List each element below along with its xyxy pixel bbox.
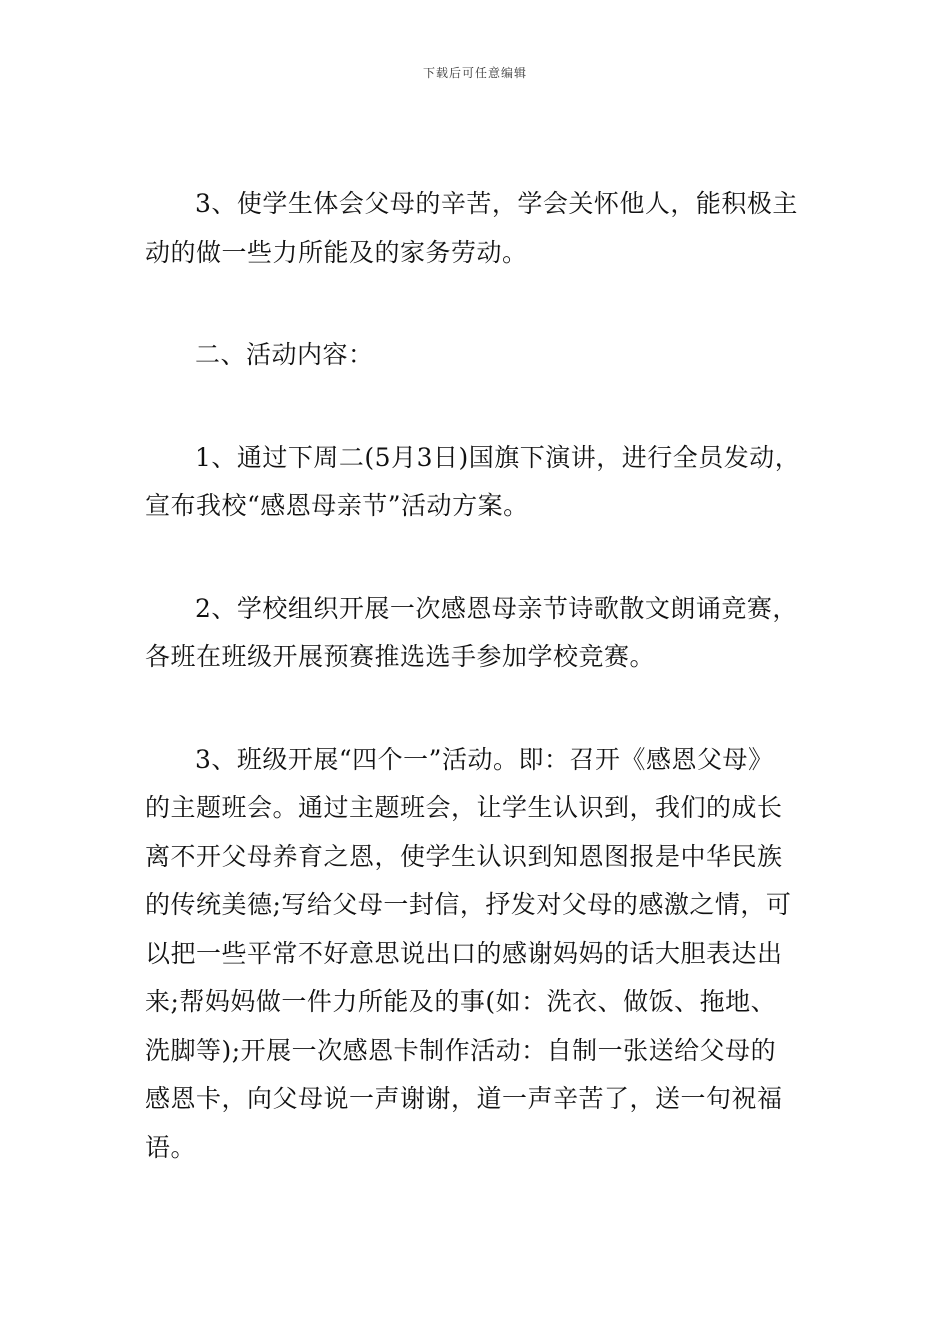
text-line: 3、使学生体会父母的辛苦，学会关怀他人，能积极主 bbox=[195, 189, 798, 218]
text-line: 的传统美德;写给父母一封信，抒发对父母的感激之情，可 bbox=[145, 890, 792, 919]
document-body bbox=[145, 180, 835, 1172]
text-line: 3、班级开展“四个一”活动。即：召开《感恩父母》 bbox=[195, 744, 774, 774]
text-line: 2、学校组织开展一次感恩母亲节诗歌散文朗诵竞赛， bbox=[195, 593, 798, 623]
text-line: 语。 bbox=[145, 1132, 197, 1162]
paragraph-activity-3 bbox=[145, 736, 835, 1173]
text-line: 离不开父母养育之恩，使学生认识到知恩图报是中华民族 bbox=[145, 841, 783, 871]
section-heading-activity-content bbox=[145, 331, 835, 380]
paragraph-activity-1 bbox=[145, 434, 835, 531]
text-line: 各班在班级开展预赛推选选手参加学校竞赛。 bbox=[145, 642, 656, 671]
paragraph-activity-2 bbox=[145, 585, 835, 682]
paragraph-goal-3 bbox=[145, 180, 835, 277]
text-line: 以把一些平常不好意思说出口的感谢妈妈的话大胆表达出 bbox=[145, 938, 783, 968]
text-line: 感恩卡，向父母说一声谢谢，道一声辛苦了，送一句祝福 bbox=[145, 1084, 783, 1113]
text-line: 来;帮妈妈做一件力所能及的事(如：洗衣、做饭、拖地、 bbox=[145, 987, 777, 1016]
page-header: 下载后可任意编辑 bbox=[422, 66, 527, 80]
text-line: 的主题班会。通过主题班会，让学生认识到，我们的成长 bbox=[145, 793, 783, 822]
text-line: 宣布我校“感恩母亲节”活动方案。 bbox=[145, 491, 529, 520]
text-line: 二、活动内容： bbox=[195, 340, 374, 369]
text-line: 动的做一些力所能及的家务劳动。 bbox=[145, 237, 528, 267]
text-line: 1、通过下周二(5月3日)国旗下演讲，进行全员发动， bbox=[195, 442, 801, 472]
text-line: 洗脚等);开展一次感恩卡制作活动：自制一张送给父母的 bbox=[145, 1035, 777, 1065]
